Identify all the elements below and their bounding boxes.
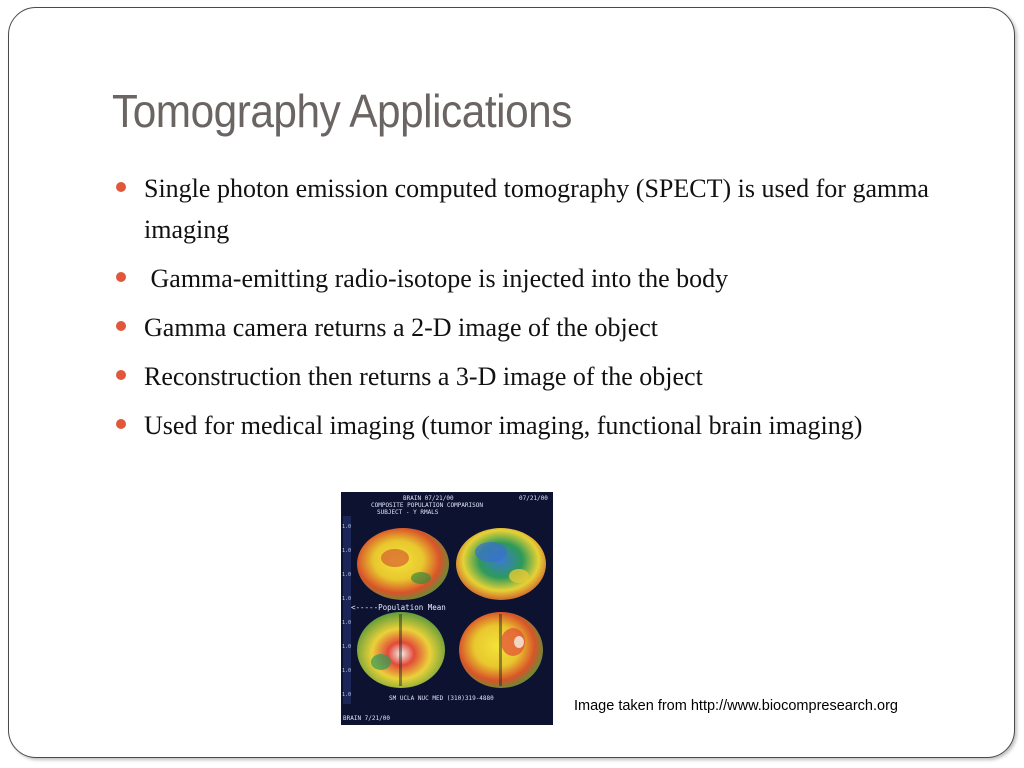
- image-footer-line: SM UCLA NUC MED (310)319-4880: [389, 695, 494, 702]
- scale-label: 1.0: [342, 692, 352, 698]
- scale-label: 1.0: [342, 548, 352, 554]
- brain-spect-scan-image: [341, 492, 553, 725]
- scale-label: 1.0: [342, 524, 352, 530]
- scale-label: 1.0: [342, 572, 352, 578]
- bullet-dot-icon: [116, 370, 126, 380]
- scale-label: 1.0: [342, 620, 352, 626]
- bullet-item: [114, 258, 934, 299]
- bullet-item: [114, 405, 934, 446]
- slide-title: Tomography Applications: [112, 85, 572, 137]
- bullet-dot-icon: [116, 182, 126, 192]
- image-caption: Image taken from http://www.biocompresearch.org: [574, 698, 898, 714]
- scale-label: 1.0: [342, 668, 352, 674]
- bullet-dot-icon: [116, 272, 126, 282]
- scale-label: 1.0: [342, 596, 352, 602]
- image-header-date: 07/21/00: [519, 495, 548, 502]
- bullet-dot-icon: [116, 321, 126, 331]
- bullet-list: [114, 168, 934, 454]
- image-middle-label: <-----Population Mean: [351, 603, 446, 612]
- bullet-item: [114, 356, 934, 397]
- image-header-1: BRAIN 07/21/00: [403, 495, 454, 502]
- bullet-text: Reconstruction then returns a 3-D image of the object: [144, 362, 703, 391]
- image-footer-left: BRAIN 7/21/00: [343, 715, 390, 722]
- bullet-item: [114, 168, 934, 250]
- image-header-2: COMPOSITE POPULATION COMPARISON: [371, 502, 483, 509]
- bullet-text: Gamma-emitting radio-isotope is injected into the body: [144, 264, 729, 293]
- scale-label: 1.0: [342, 644, 352, 650]
- bullet-item: [114, 307, 934, 348]
- image-header-3: SUBJECT - Y RMALS: [377, 509, 439, 516]
- bullet-text: Single photon emission computed tomography (SPECT) is used for gamma imaging: [144, 174, 929, 244]
- bullet-text: Gamma camera returns a 2-D image of the object: [144, 313, 658, 342]
- bullet-dot-icon: [116, 419, 126, 429]
- bullet-text: Used for medical imaging (tumor imaging, functional brain imaging): [144, 411, 863, 440]
